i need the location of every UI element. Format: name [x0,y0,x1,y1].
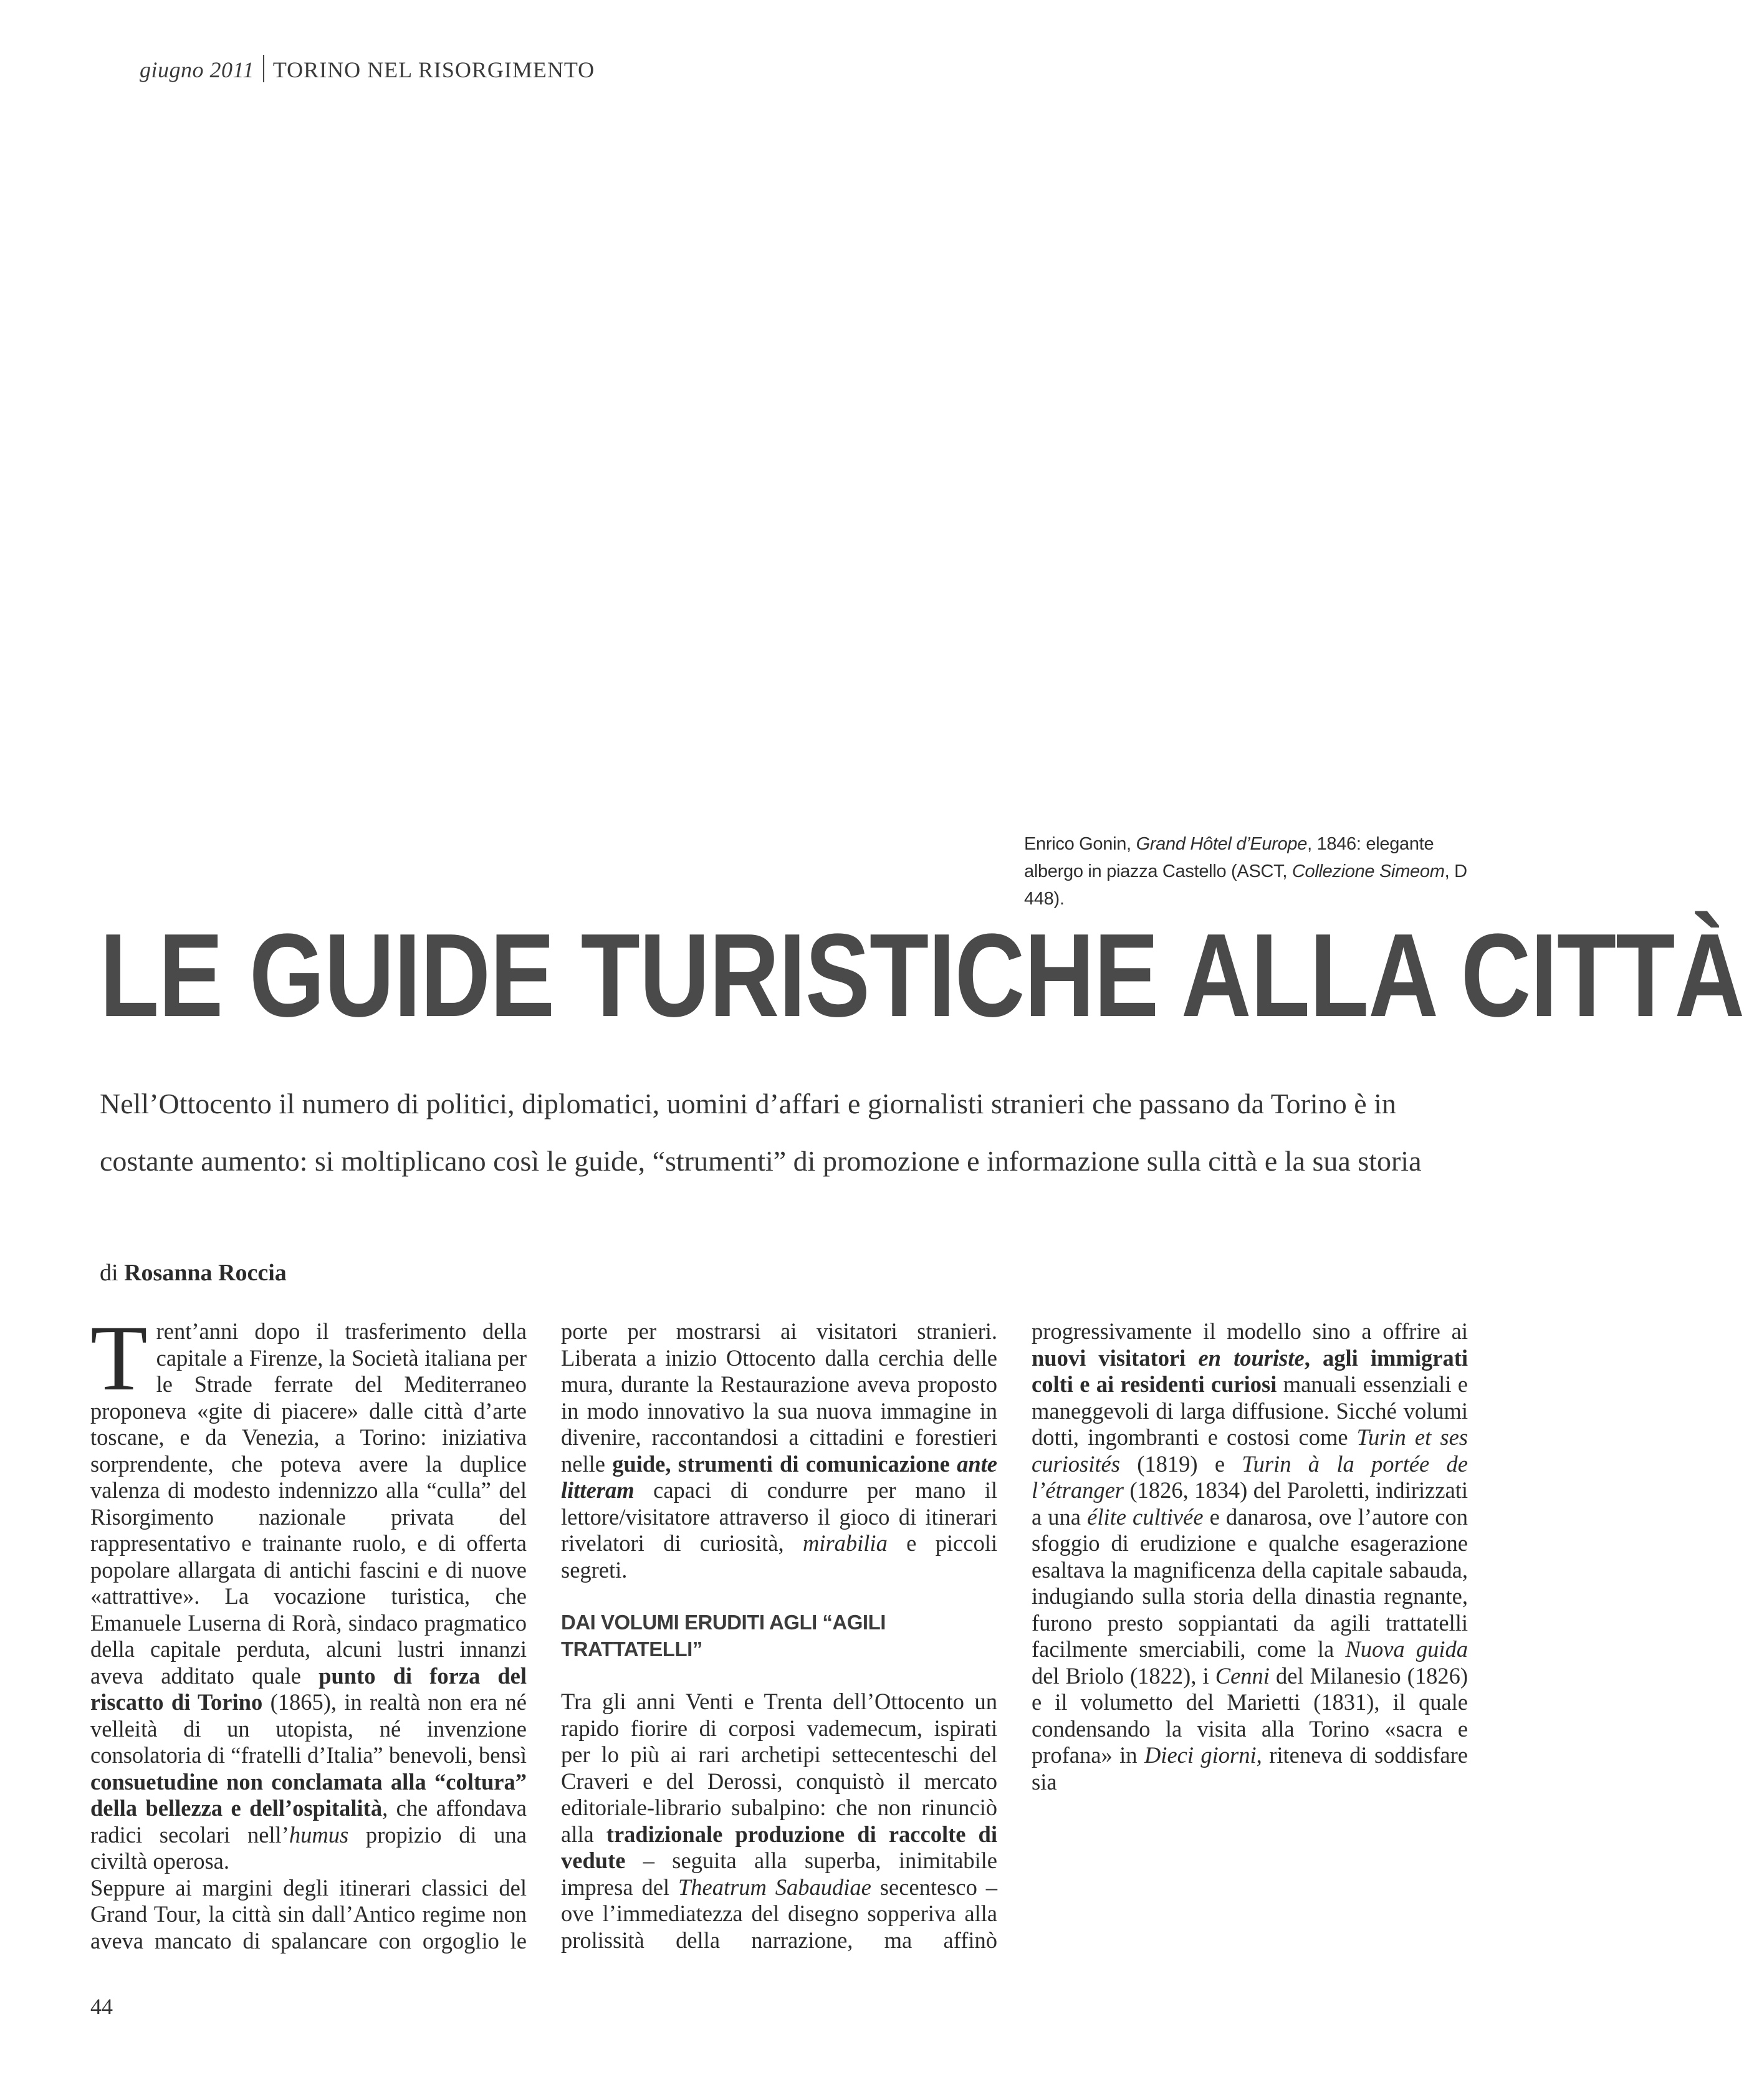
p3-italic-elite: élite cultivée [1087,1503,1204,1530]
p3-italic-turin-portee: Turin à la portée de l’étranger [1032,1450,1468,1503]
caption-end: , D 448). [1024,861,1467,909]
caption-author: Enrico Gonin, [1024,834,1136,854]
p3-text-i: manuali essenziali e maneggevoli di larga diffusione. Sicché volumi dotti, ingombranti e costosi come [1032,1371,1468,1450]
p1-text-c: (1865), in realtà non era né velleità di un utopista, né invenzione consolatoria di “fratelli d’Italia” benevoli, bensì [90,1689,527,1768]
p3-emphasis-immigrati: , agli immigrati colti e ai residenti curiosi [1032,1345,1468,1397]
p3-text-a: Tra gli anni Venti e Trenta dell’Ottocento un rapido fiorire di corposi vademecum, ispirati per lo più ai rari archetipi settecenteschi del Craveri e del Derossi, conquistò il mercato editoriale-librario subalpino: che non rinunciò alla [561,1689,997,1847]
byline [100,1259,287,1287]
p2-emphasis-ante-litteram: ante litteram [561,1450,998,1503]
p2-italic-mirabilia: mirabilia [802,1530,888,1556]
p3-text-c: – seguita alla superba, inimitabile impresa del [561,1848,997,1900]
caption-collection: Collezione Simeom [1291,861,1445,881]
running-head [140,55,595,83]
author-name: Rosanna Roccia [124,1260,287,1286]
issue-date: giugno 2011 [140,57,254,82]
article-title: LE GUIDE TURISTICHE ALLA CITTÀ [100,909,1744,1042]
p2-text-f: e piccoli segreti. [561,1530,997,1583]
p2-emphasis-guide: guide, strumenti di comunicazione [612,1450,957,1477]
p3-text-u: , riteneva di soddisfare sia [1032,1742,1468,1795]
p3-text-m: (1826, 1834) del Paroletti, indirizzati a una [1032,1477,1468,1530]
header-separator [263,55,264,82]
p3-text-e: secentesco – ove l’immediatezza del disegno sopperiva alla prolissità della narrazione, ma affinò progressivamente il modello sino a offrire ai [561,1318,1468,1953]
p3-text-q: del Briolo (1822), i [1032,1662,1215,1689]
p3-italic-cenni: Cenni [1215,1662,1270,1689]
p3-text-k: (1819) e [1119,1450,1242,1477]
image-caption [1024,830,1473,913]
caption-middle: , 1846: elegante albergo in piazza Castello (ASCT, [1024,834,1434,881]
p3-emphasis-visitatori: nuovi visitatori [1032,1345,1199,1371]
p3-text-s: del Milanesio (1826) e il volumetto del Marietti (1831), il quale condensando la visita alla Torino «sacra e profana» in [1032,1662,1468,1768]
section-subheading: DAI VOLUMI ERUDITI AGLI “AGILI TRATTATELLI” [561,1611,886,1661]
p3-italic-turin-curiosites: Turin et ses curiosités [1032,1424,1468,1477]
article-standfirst: Nell’Ottocento il numero di politici, diplomatici, uomini d’affari e giornalisti stranieri che passano da Torino è in costante aumento: si moltiplicano così le guide, “strumenti” di promozione e informazione sulla città e la sua storia [100,1088,1422,1177]
p3-italic-theatrum: Theatrum Sabaudiae [678,1874,871,1900]
drop-cap: T [90,1307,148,1410]
page-number: 44 [90,1994,113,2019]
p1-italic-humus: humus [289,1821,349,1848]
p2-text-a: Seppure ai margini degli itinerari classici del Grand Tour, la città sin dall’Antico regime non aveva mancato di spalancare con orgoglio le porte per mostrarsi ai visitatori stranieri. Liberata a inizio Ottocento dalla cerchia delle mura, durante la Restaurazione aveva proposto in modo innovativo la sua nuova immagine in divenire, raccontandosi a cittadini e forestieri nelle [90,1318,997,1954]
section-title: TORINO NEL RISORGIMENTO [272,57,595,82]
p3-italic-nuova-guida: Nuova guida [1345,1636,1468,1662]
p2-text-d: capaci di condurre per mano il lettore/visitatore attraverso il gioco di itinerari rivelatori di curiosità, [561,1477,997,1556]
p1-emphasis-consuetudine: consuetudine non conclamata alla “coltura” della bellezza e dell’ospitalità [90,1768,527,1821]
paragraph-1 [90,1307,527,1875]
article-body [90,1307,1468,1954]
p1-text-e: , che affondava radici secolari nell’ [90,1795,527,1848]
p3-text-o: e danarosa, ove l’autore con sfoggio di erudizione e qualche esagerazione esaltava la magnificenza della capitale sabauda, indugiando sulla storia della dinastia regnante, furono presto soppiantati da agili trattatelli facilmente smerciabili, come la [1032,1503,1468,1662]
caption-work-title: Grand Hôtel d’Europe [1136,834,1308,854]
p1-text-a: rent’anni dopo il trasferimento della capitale a Firenze, la Società italiana per le Strade ferrate del Mediterraneo proponeva «gite di piacere» dalle città d’arte toscane, e da Venezia, a Torino: iniziativa sorprendente, che poteva avere la duplice valenza di modesto indennizzo alla “culla” del Risorgimento nazionale privata del rappresentativo e trainante ruolo, e di offerta popolare allargata di antichi fascini e di nuove «attrattive». La vocazione turistica, che Emanuele Luserna di Rorà, sindaco pragmatico della capitale perduta, alcuni lustri innanzi aveva additato quale [90,1318,527,1689]
p3-emphasis-vedute: tradizionale produzione di raccolte di vedute [561,1821,997,1873]
p3-italic-dieci-giorni: Dieci giorni [1144,1742,1257,1768]
byline-prefix: di [100,1260,125,1286]
p1-emphasis-riscatto: punto di forza del riscatto di Torino [90,1662,527,1715]
p1-text-g: propizio di una civiltà operosa. [90,1821,527,1874]
p3-emphasis-en-touriste: en touriste [1198,1345,1305,1371]
